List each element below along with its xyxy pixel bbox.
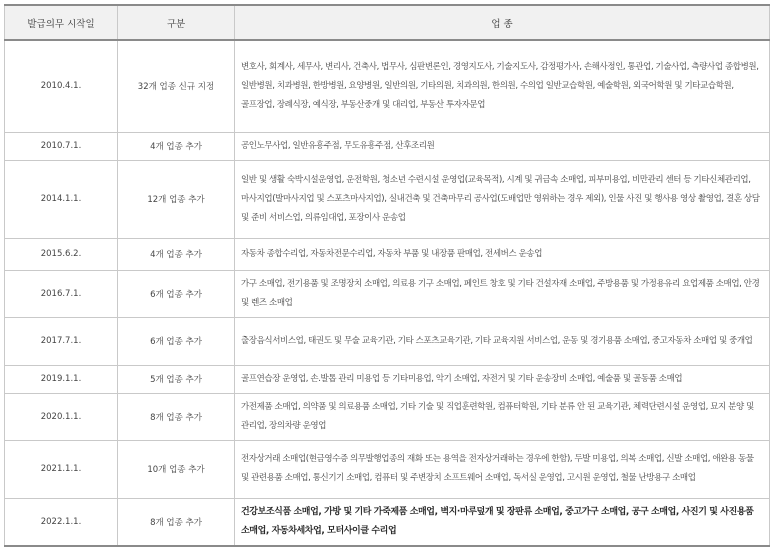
table-row [5,317,770,365]
header-start-date: 발급의무 시작일 [5,5,118,40]
category-cell: 10개 업종 추가 [118,440,235,498]
start-date-cell: 2021.1.1. [5,440,118,498]
start-date-cell: 2019.1.1. [5,365,118,393]
header-industries: 업 종 [235,5,770,40]
category-cell: 8개 업종 추가 [118,393,235,440]
table-row [5,238,770,270]
category-cell: 8개 업종 추가 [118,498,235,546]
industries-cell: 가전제품 소매업, 의약품 및 의료용품 소매업, 기타 기술 및 직업훈련학원, 컴퓨터학원, 기타 분류 안 된 교육기관, 체력단련시설 운영업, 묘지 분양 및 관리업, 장의차량 운영업 [235,393,770,440]
category-cell: 5개 업종 추가 [118,365,235,393]
table-row [5,365,770,393]
category-cell: 6개 업종 추가 [118,270,235,317]
industries-cell: 변호사, 회계사, 세무사, 변리사, 건축사, 법무사, 심판변론인, 경영지도사, 기술지도사, 감정평가사, 손해사정인, 통관업, 기술사업, 측량사업 종합병원, 일반병원, 치과병원, 한방병원, 요양병원, 일반의원, 기타의원, 치과의원, 한의원, 수의업 일반교습학원, 예술학원, 외국어학원 및 기타교습학원, 골프장업, 장례식장, 예식장, 부동산중개 및 대리업, 부동산 투자자문업 [235,40,770,132]
industries-cell: 건강보조식품 소매업, 가방 및 기타 가죽제품 소매업, 벽지·마루덮개 및 장판류 소매업, 중고가구 소매업, 공구 소매업, 사진기 및 사진용품 소매업, 자동차세차업, 모터사이클 수리업 [235,498,770,546]
table-row [5,393,770,440]
category-cell: 4개 업종 추가 [118,238,235,270]
industry-table [4,4,770,547]
table-row [5,160,770,238]
category-cell: 32개 업종 신규 지정 [118,40,235,132]
start-date-cell: 2010.7.1. [5,132,118,160]
table-container [4,4,769,547]
industries-cell: 일반 및 생활 숙박시설운영업, 운전학원, 청소년 수련시설 운영업(교육목적), 시계 및 귀금속 소매업, 피부미용업, 비만관리 센터 등 기타신체관리업, 마사지업(발마사지업 및 스포츠마사지업), 실내건축 및 건축마무리 공사업(도배업만 영위하는 경우 제외), 인물 사진 및 행사용 영상 촬영업, 결혼 상담 및 준비 서비스업, 의류임대업, 포장이사 운송업 [235,160,770,238]
start-date-cell: 2016.7.1. [5,270,118,317]
category-cell: 4개 업종 추가 [118,132,235,160]
start-date-cell: 2022.1.1. [5,498,118,546]
table-row [5,132,770,160]
industries-cell: 전자상거래 소매업(현금영수증 의무발행업종의 재화 또는 용역을 전자상거래하는 경우에 한함), 두발 미용업, 의복 소매업, 신발 소매업, 애완용 동물 및 관련용품 소매업, 통신기기 소매업, 컴퓨터 및 주변장치 소프트웨어 소매업, 독서실 운영업, 고시원 운영업, 철물 난방용구 소매업 [235,440,770,498]
table-row [5,270,770,317]
category-cell: 12개 업종 추가 [118,160,235,238]
start-date-cell: 2020.1.1. [5,393,118,440]
start-date-cell: 2010.4.1. [5,40,118,132]
table-row [5,40,770,132]
start-date-cell: 2017.7.1. [5,317,118,365]
industries-cell: 공인노무사업, 일반유흥주점, 무도유흥주점, 산후조리원 [235,132,770,160]
industries-cell: 골프연습장 운영업, 손.발톱 관리 미용업 등 기타미용업, 악기 소매업, 자전거 및 기타 운송장비 소매업, 예술품 및 골동품 소매업 [235,365,770,393]
industries-cell: 자동차 종합수리업, 자동차전문수리업, 자동차 부품 및 내장품 판매업, 전세버스 운송업 [235,238,770,270]
start-date-cell: 2014.1.1. [5,160,118,238]
industries-cell: 출장음식서비스업, 태권도 및 무술 교육기관, 기타 스포츠교육기관, 기타 교육지원 서비스업, 운동 및 경기용품 소매업, 중고자동차 소매업 및 중개업 [235,317,770,365]
header-category: 구분 [118,5,235,40]
table-row [5,498,770,546]
start-date-cell: 2015.6.2. [5,238,118,270]
category-cell: 6개 업종 추가 [118,317,235,365]
header-row [5,5,770,40]
industries-cell: 가구 소매업, 전기용품 및 조명장치 소매업, 의료용 기구 소매업, 페인트 창호 및 기타 건설자재 소매업, 주방용품 및 가정용유리 요업제품 소매업, 안경 및 렌즈 소매업 [235,270,770,317]
table-row [5,440,770,498]
